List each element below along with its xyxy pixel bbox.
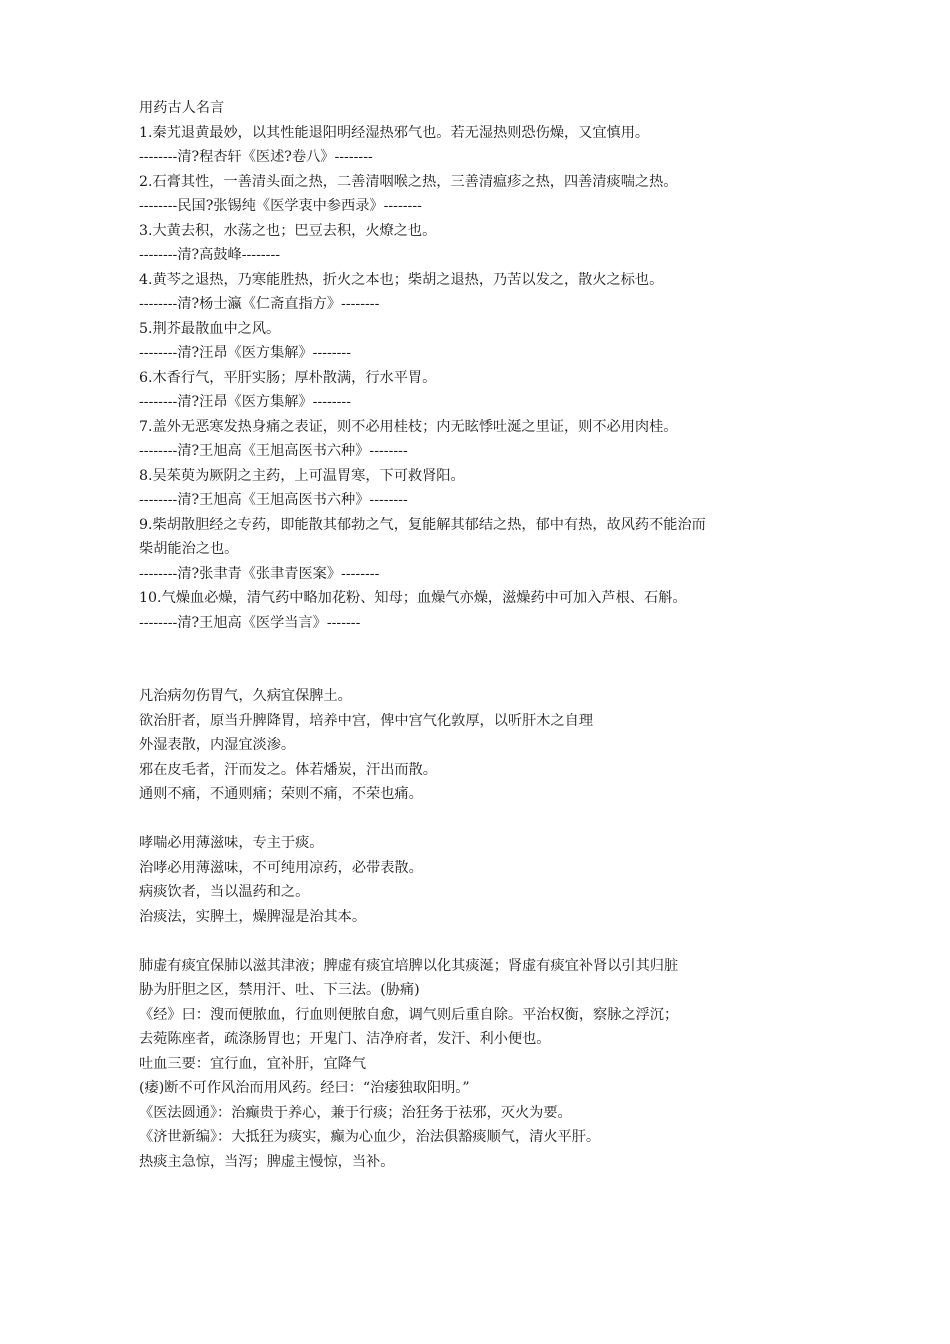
section4-line-2: 胁为肝胆之区，禁用汗、吐、下三法。(胁痛) xyxy=(139,982,420,998)
quote-9-text: 9.柴胡散胆经之专药，即能散其郁勃之气，复能解其郁结之热，郁中有热，故风药不能治而 xyxy=(139,516,706,533)
section4-line-8: 《济世新编》：大抵狂为痰实，癫为心血少，治法俱豁痰顺气，清火平肝。 xyxy=(139,1129,601,1145)
section2-line-3: 外湿表散，内湿宜淡渗。 xyxy=(139,737,296,753)
quote-2-text: 2.石膏其性，一善清头面之热，二善清咽喉之热，三善清瘟疹之热，四善清痰喘之热。 xyxy=(139,173,678,190)
section2-line-4: 邪在皮毛者，汗而发之。体若燔炭，汗出而散。 xyxy=(139,761,437,778)
section3-line-3: 病痰饮者，当以温药和之。 xyxy=(139,884,310,900)
section4-line-6: (痿)断不可作风治而用风药。经曰：“治痿独取阳明。” xyxy=(139,1080,470,1096)
quote-1-text: 1.秦艽退黄最妙，以其性能退阳明经湿热邪气也。若无湿热则恐伤燥，又宜慎用。 xyxy=(139,124,650,141)
section4-line-5: 吐血三要：宜行血，宜补肝，宜降气 xyxy=(139,1055,367,1072)
quote-1-source: --------清?程杏轩《医述?卷八》-------- xyxy=(139,149,373,165)
section-spacer xyxy=(139,635,839,684)
quote-9-source: --------清?张聿青《张聿青医案》-------- xyxy=(139,565,380,582)
section2-line-5: 通则不痛，不通则痛；荣则不痛，不荣也痛。 xyxy=(139,786,423,802)
quote-10-source: --------清?王旭高《医学当言》------- xyxy=(139,614,361,631)
quote-3-text: 3.大黄去积，水荡之也；巴豆去积，火燎之也。 xyxy=(139,222,437,239)
section2-line-1: 凡治病勿伤胃气，久病宜保脾土。 xyxy=(139,688,352,704)
section4-line-3: 《经》曰：溲而便脓血，行血则便脓自愈，调气则后重自除。平治权衡，察脉之浮沉； xyxy=(139,1006,679,1023)
section3-line-1: 哮喘必用薄滋味，专主于痰。 xyxy=(139,835,324,851)
section2-line-2: 欲治肝者，原当升脾降胃，培养中宫，俾中宫气化敦厚，以听肝木之自理 xyxy=(139,712,594,729)
quote-4-source: --------清?杨士瀛《仁斋直指方》-------- xyxy=(139,296,380,312)
quote-7-text: 7.盖外无恶寒发热身痛之表证，则不必用桂枝；内无眩悸吐涎之里证，则不必用肉桂。 xyxy=(139,418,678,435)
section3-line-4: 治痰法，实脾土，燥脾湿是治其本。 xyxy=(139,908,367,925)
quote-9-text-continued: 柴胡能治之也。 xyxy=(139,541,239,557)
document-page xyxy=(139,96,839,1174)
quote-6-source: --------清?汪昂《医方集解》-------- xyxy=(139,394,351,410)
section4-line-7: 《医法圆通》：治癫贵于养心，兼于行痰；治狂务于祛邪，灭火为要。 xyxy=(139,1104,572,1121)
quote-10-text: 10.气燥血必燥，清气药中略加花粉、知母；血燥气亦燥，滋燥药中可加入芦根、石斛。 xyxy=(139,590,687,606)
quote-5-text: 5.荆芥最散血中之风。 xyxy=(139,320,281,337)
section4-line-1: 肺虚有痰宜保肺以滋其津液；脾虚有痰宜培脾以化其痰涎；肾虚有痰宜补肾以引其归脏 xyxy=(139,957,679,974)
quote-8-text: 8.吴茱萸为厥阴之主药，上可温胃寒，下可救肾阳。 xyxy=(139,467,465,484)
section4-line-9: 热痰主急惊，当泻；脾虚主慢惊，当补。 xyxy=(139,1153,395,1170)
quote-2-source: --------民国?张锡纯《医学衷中参西录》-------- xyxy=(139,198,422,214)
quote-3-source: --------清?高鼓峰-------- xyxy=(139,247,281,263)
section3-line-2: 治哮必用薄滋味，不可纯用凉药，必带表散。 xyxy=(139,859,423,876)
section-spacer xyxy=(139,929,839,954)
quote-5-source: --------清?汪昂《医方集解》-------- xyxy=(139,345,351,361)
section4-line-4: 去菀陈座者，疏涤肠胃也；开鬼门、洁净府者，发汗、利小便也。 xyxy=(139,1031,551,1047)
quote-7-source: --------清?王旭高《王旭高医书六种》-------- xyxy=(139,443,408,459)
quote-4-text: 4.黄芩之退热，乃寒能胜热，折火之本也；柴胡之退热，乃苦以发之，散火之标也。 xyxy=(139,271,664,288)
quote-8-source: --------清?王旭高《王旭高医书六种》-------- xyxy=(139,492,408,508)
quote-6-text: 6.木香行气，平肝实肠；厚朴散满，行水平胃。 xyxy=(139,369,437,386)
document-title: 用药古人名言 xyxy=(139,100,225,116)
section-spacer xyxy=(139,807,839,832)
